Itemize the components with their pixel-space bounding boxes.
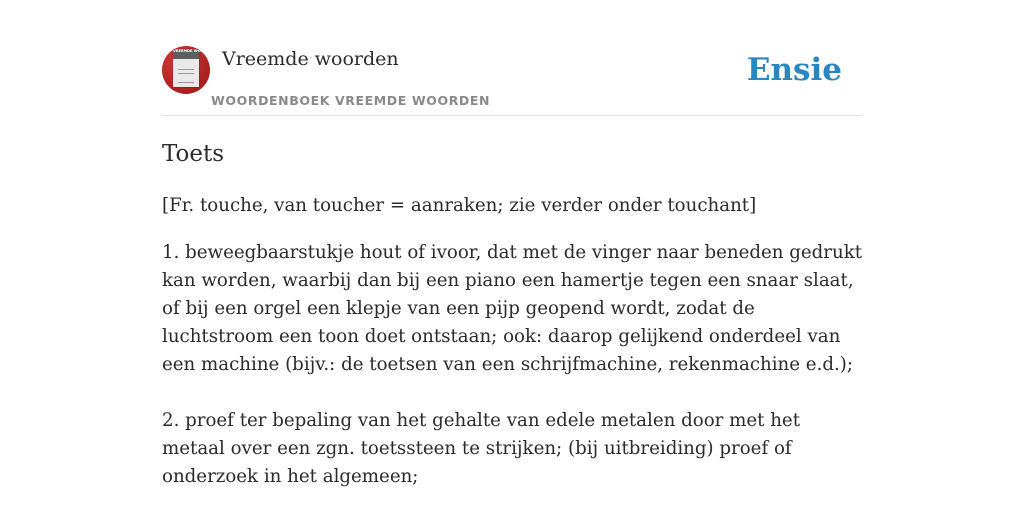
definition-2: 2. proef ter bepaling van het gehalte van edele metalen door met het metaal over een zgn. toetssteen te strijken; (bij uitbreiding) proef of onderzoek in het algemeen; (162, 410, 801, 487)
dictionary-name-link[interactable]: Vreemde woorden (222, 48, 399, 70)
header (162, 44, 862, 116)
book-cover-icon (173, 49, 216, 87)
dictionary-subtitle: WOORDENBOEK VREEMDE WOORDEN (211, 93, 491, 108)
cover-line (178, 73, 194, 74)
cover-line (178, 82, 194, 83)
dictionary-avatar[interactable] (162, 46, 216, 94)
ensie-logo[interactable]: Ensie (746, 52, 842, 88)
page-title: Toets (162, 141, 225, 167)
etymology-text: [Fr. touche, van toucher = aanraken; zie verder onder touchant] (162, 195, 757, 216)
book-cover-title: VREEMDE WOORDEN (173, 49, 199, 59)
cover-line (178, 69, 194, 70)
definition-1: 1. beweegbaarstukje hout of ivoor, dat met de vinger naar beneden gedrukt kan worden, waarbij dan bij een piano een hamertje tegen een snaar slaat, of bij een orgel een klepje van een pijp geopend wordt, zodat de luchtstroom een toon doet ontstaan; ook: daarop gelijkend onderdeel van een machine (bijv.: de toetsen van een schrijfmachine, rekenmachine e.d.); (162, 242, 863, 375)
